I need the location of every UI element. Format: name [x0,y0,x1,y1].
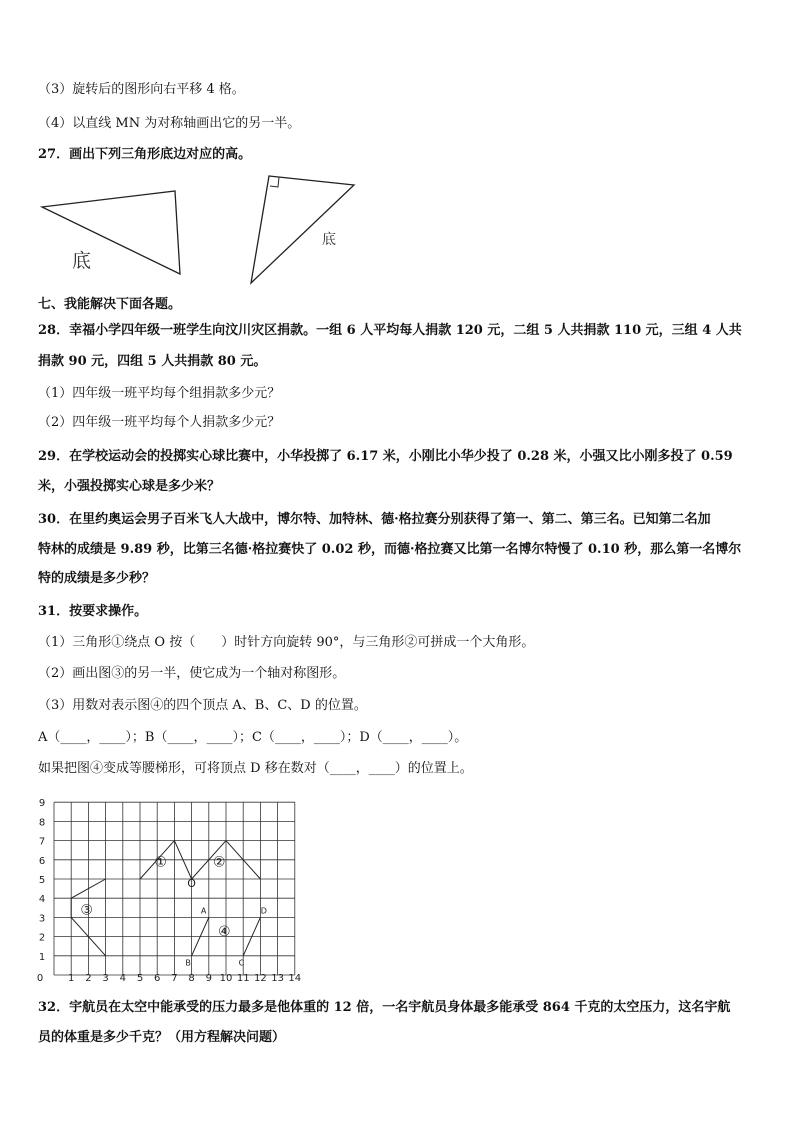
line-1: （3）旋转后的图形向右平移 4 格。 [38,82,245,97]
x-tick-label: 13 [271,973,284,984]
y-tick-label: 9 [38,798,46,810]
question-31-part-2: （2）画出图③的另一半，使它成为一个轴对称图形。 [38,666,346,681]
shape-labels [80,855,267,968]
coordinate-answer-blanks: A（____，____）；B（____，____）；C（____，____）；D（____，____）。 [38,730,468,745]
question-28-part-2: （2）四年级一班平均每个人捐款多少元？ [38,415,281,430]
shape-label: ④ [217,923,231,940]
question-31-part-1: （1）三角形①绕点 O 按（ ）时针方向旋转 90°，与三角形②可拼成一个大角形。 [38,635,535,650]
point-label: D [260,906,267,916]
triangle-right [251,176,354,283]
point-label: A [200,906,207,916]
x-tick-label: 9 [205,973,212,984]
grid-lines [54,802,295,975]
y-tick-label: 8 [38,817,46,829]
question-28-cont: 捐款 90 元，四组 5 人共捐款 80 元。 [38,354,267,369]
point-label: O [187,876,196,890]
x-tick-label: 3 [102,973,109,984]
coordinate-grid-figure [30,786,310,986]
y-tick-label: 6 [38,855,46,867]
x-tick-label: 11 [236,973,250,984]
question-32: 32．宇航员在太空中能承受的压力最多是他体重的 12 倍，一名宇航员身体最多能承受 864 千克的太空压力，这名宇航 [38,1000,731,1015]
y-tick-label: 7 [38,836,46,848]
shape-label: ② [212,854,226,871]
question-32-cont: 员的体重是多少千克？（用方程解决问题） [38,1030,286,1045]
question-29: 29．在学校运动会的投掷实心球比赛中，小华投掷了 6.17 米，小刚比小华少投了 0.28 米，小强又比小刚多投了 0.59 [38,449,733,464]
triangles-figure [38,170,368,295]
question-30-cont-1: 特林的成绩是 9.89 秒，比第三名德·格拉赛快了 0.02 秒，而德·格拉赛又比第一名博尔特慢了 0.10 秒，那么第一名博尔 [38,542,742,557]
section-7-heading: 七、我能解决下面各题。 [38,297,182,312]
triangle-left [42,191,180,274]
question-30: 30．在里约奥运会男子百米飞人大战中，博尔特、加特林、德·格拉赛分别获得了第一、第二、第三名。已知第二名加 [38,512,711,527]
y-tick-label: 5 [38,875,46,886]
question-31-part-3: （3）用数对表示图④的四个顶点 A、B、C、D 的位置。 [38,698,367,713]
x-tick-label: 1 [68,973,75,984]
line-2: （4）以直线 MN 为对称轴画出它的另一半。 [38,116,301,131]
question-27: 27．画出下列三角形底边对应的高。 [38,147,252,162]
x-tick-label: 4 [119,973,126,984]
shape-label: ① [154,854,167,871]
shape-label: ③ [80,902,93,919]
x-tick-label: 12 [254,973,267,984]
x-tick-label: 2 [85,973,92,984]
y-tick-label: 1 [38,951,46,963]
right-angle-mark [270,177,279,187]
point-label: C [238,958,245,968]
question-28-part-1: （1）四年级一班平均每个组捐款多少元？ [38,386,281,401]
question-28: 28．幸福小学四年级一班学生向汶川灾区捐款。一组 6 人平均每人捐款 120 元，二组 5 人共捐款 110 元，三组 4 人共 [38,323,742,338]
question-29-cont: 米，小强投掷实心球是多少米？ [38,479,221,494]
x-tick-label: 10 [219,973,233,984]
trapezoid-question: 如果把图④变成等腰梯形，可将顶点 D 移在数对（____，____）的位置上。 [38,761,473,776]
x-tick-label: 5 [136,973,144,984]
triangle-left-base-label: 底 [72,250,92,272]
point-label: B [185,958,191,968]
x-tick-label: 8 [188,973,195,984]
x-tick-label: 7 [171,973,178,984]
y-tick-label: 4 [38,894,46,906]
y-tick-label: 3 [38,913,46,925]
question-30-cont-2: 特的成绩是多少秒？ [38,571,156,586]
question-31: 31．按要求操作。 [38,604,148,619]
y-tick-label: 2 [38,932,46,944]
x-tick-label: 6 [154,973,161,984]
x-tick-label: 0 [36,973,44,984]
triangle-right-base-label: 底 [322,232,336,248]
x-tick-label: 14 [288,973,302,984]
